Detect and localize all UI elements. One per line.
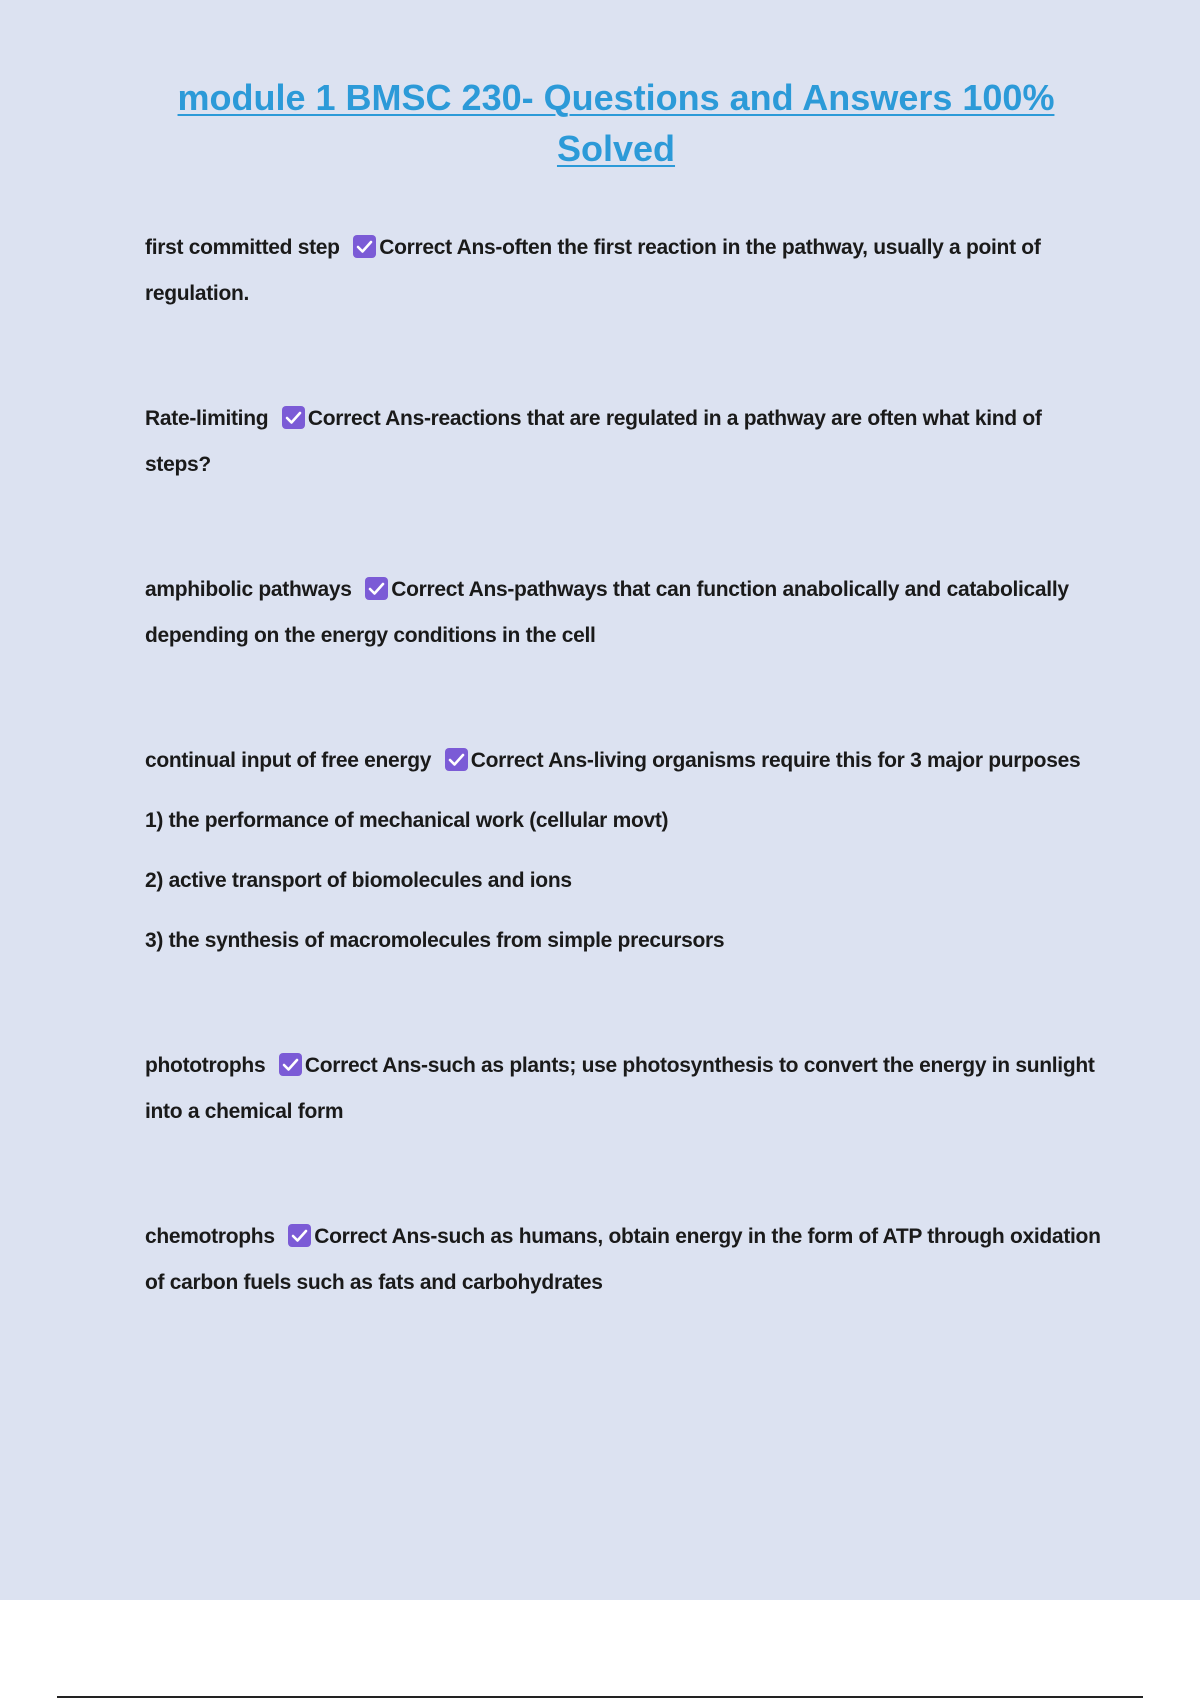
check-box-icon bbox=[353, 235, 376, 258]
sub-list-item: 2) active transport of biomolecules and ions bbox=[145, 869, 572, 892]
document-title: module 1 BMSC 230- Questions and Answers 100% Solved bbox=[177, 77, 1055, 169]
qa-list bbox=[145, 225, 1105, 1306]
qa-entry bbox=[145, 1214, 1105, 1306]
answer-text: such as plants; use photosynthesis to convert the energy in sunlight into a chemical form bbox=[145, 1054, 1095, 1123]
term: Rate-limiting bbox=[145, 407, 269, 430]
answer-text: often the first reaction in the pathway, usually a point of regulation. bbox=[145, 236, 1041, 305]
sub-list-item: 1) the performance of mechanical work (cellular movt) bbox=[145, 809, 669, 832]
answer-prefix: Correct Ans- bbox=[307, 407, 431, 430]
answer-text: reactions that are regulated in a pathway are often what kind of steps? bbox=[145, 407, 1042, 476]
term: amphibolic pathways bbox=[145, 578, 352, 601]
sub-list-item: 3) the synthesis of macromolecules from simple precursors bbox=[145, 929, 725, 952]
check-box-icon bbox=[445, 748, 468, 771]
answer-text: living organisms require this for 3 major purposes bbox=[593, 749, 1081, 772]
qa-entry bbox=[145, 225, 1105, 317]
check-box-icon bbox=[288, 1224, 311, 1247]
footer-divider bbox=[57, 1696, 1143, 1698]
check-box-icon bbox=[279, 1053, 302, 1076]
qa-entry-main bbox=[145, 738, 1105, 784]
qa-entry bbox=[145, 1043, 1105, 1135]
term: chemotrophs bbox=[145, 1225, 275, 1248]
answer-prefix: Correct Ans- bbox=[304, 1054, 428, 1077]
answer-text: pathways that can function anabolically and catabolically depending on the energy conditions in the cell bbox=[145, 578, 1069, 647]
answer-prefix: Correct Ans- bbox=[470, 749, 594, 772]
answer-prefix: Correct Ans- bbox=[391, 578, 515, 601]
qa-entry bbox=[145, 567, 1105, 659]
term: continual input of free energy bbox=[145, 749, 432, 772]
answer-prefix: Correct Ans- bbox=[314, 1225, 438, 1248]
term: first committed step bbox=[145, 236, 340, 259]
qa-entry bbox=[145, 396, 1105, 488]
answer-prefix: Correct Ans- bbox=[379, 236, 503, 259]
answer-text: such as humans, obtain energy in the form of ATP through oxidation of carbon fuels such as fats and carbohydrates bbox=[145, 1225, 1101, 1294]
check-box-icon bbox=[282, 406, 305, 429]
term: phototrophs bbox=[145, 1054, 266, 1077]
qa-entry bbox=[145, 738, 1105, 964]
check-box-icon bbox=[365, 577, 388, 600]
